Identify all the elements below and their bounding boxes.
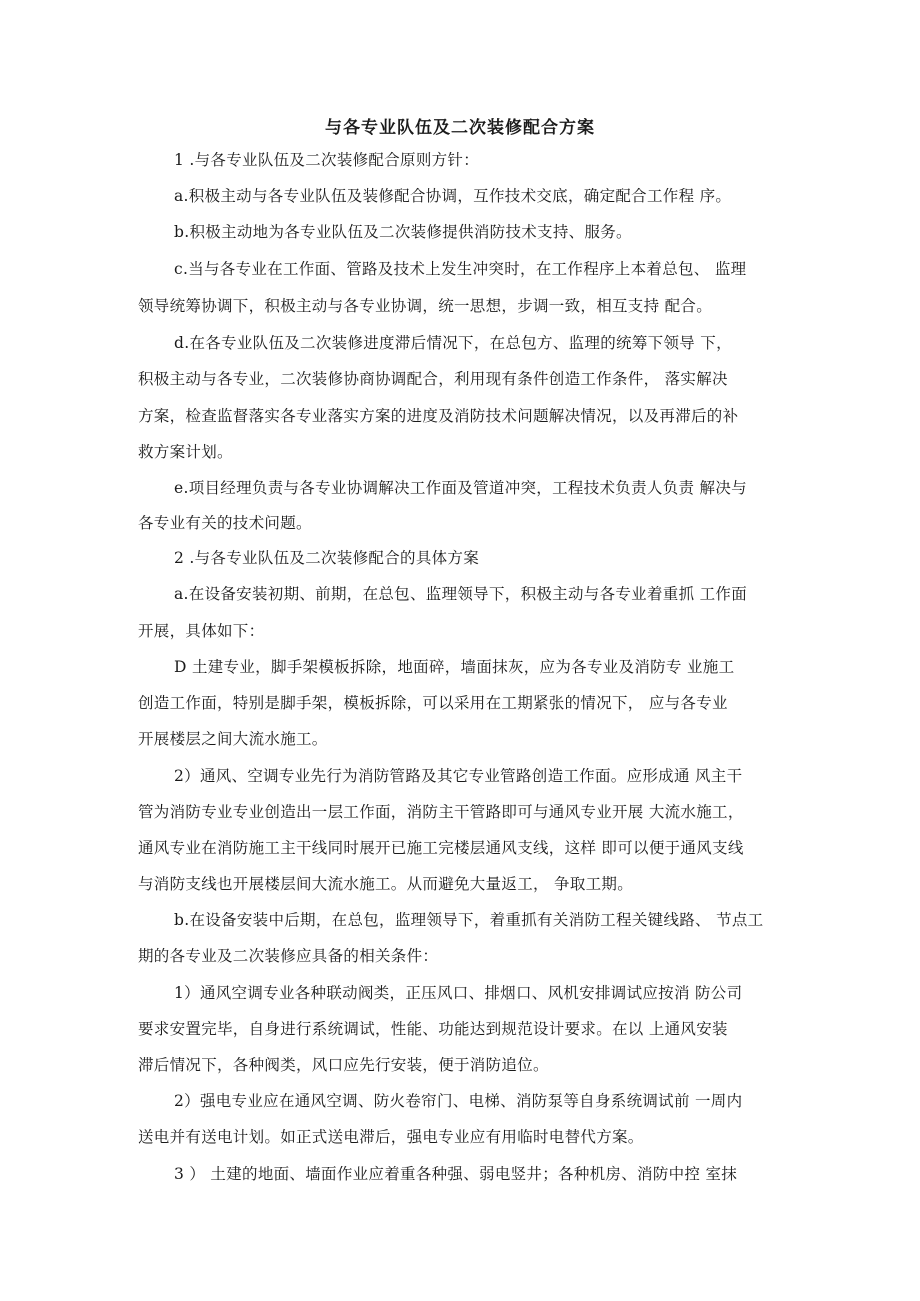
paragraph-line: 方案，检查监督落实各专业落实方案的进度及消防技术问题解决情况，以及再滞后的补 [138,407,739,425]
paragraph-line: 各专业有关的技术问题。 [138,514,312,532]
section-heading-1: 1 .与各专业队伍及二次装修配合原则方针： [174,151,480,169]
paragraph-line: 送电并有送电计划。如正式送电滞后，强电专业应有用临时电替代方案。 [138,1128,644,1146]
paragraph-line: 要求安置完毕，自身进行系统调试，性能、功能达到规范设计要求。在以 上通风安装 [138,1020,728,1038]
paragraph-line: a.在设备安装初期、前期，在总包、监理领导下，积极主动与各专业着重抓 工作面 [174,585,747,603]
paragraph-line: 通风专业在消防施工主干线同时展开已施工完楼层通风支线，这样 即可以便于通风支线 [138,839,744,857]
paragraph-line: 滞后情况下，各种阀类，风口应先行安装，便于消防追位。 [138,1056,549,1074]
paragraph-line: 开展，具体如下： [138,622,265,640]
section-heading-2: 2 .与各专业队伍及二次装修配合的具体方案 [174,549,480,567]
paragraph-line: 创造工作面，特别是脚手架，模板拆除，可以采用在工期紧张的情况下， 应与各专业 [138,694,728,712]
paragraph-line: c.当与各专业在工作面、管路及技术上发生冲突时，在工作程序上本着总包、 监理 [174,260,747,278]
paragraph-line: 2）通风、空调专业先行为消防管路及其它专业管路创造工作面。应形成通 风主干 [174,767,743,785]
paragraph-line: e.项目经理负责与各专业协调解决工作面及管道冲突，工程技术负责人负责 解决与 [174,479,747,497]
paragraph-line: 期的各专业及二次装修应具备的相关条件： [138,947,439,965]
paragraph-line: b.积极主动地为各专业队伍及二次装修提供消防技术支持、服务。 [174,223,632,241]
paragraph-line: 领导统筹协调下，积极主动与各专业协调，统一思想，步调一致，相互支持 配合。 [138,297,713,315]
paragraph-line: b.在设备安装中后期，在总包，监理领导下，着重抓有关消防工程关键线路、 节点工 [174,911,764,929]
paragraph-line: 积极主动与各专业，二次装修协商协调配合，利用现有条件创造工作条件， 落实解决 [138,370,728,388]
paragraph-line: 开展楼层之间大流水施工。 [138,730,328,748]
paragraph-line: D 土建专业，脚手架模板拆除，地面碎，墙面抹灰，应为各专业及消防专 业施工 [174,658,735,676]
paragraph-line: 与消防支线也开展楼层间大流水施工。从而避免大量返工， 争取工期。 [138,875,634,893]
document-title: 与各专业队伍及二次装修配合方案 [325,118,595,138]
paragraph-line: 2）强电专业应在通风空调、防火卷帘门、电梯、消防泵等自身系统调试前 一周内 [174,1092,743,1110]
paragraph-line: d.在各专业队伍及二次装修进度滞后情况下，在总包方、监理的统筹下领导 下， [174,334,732,352]
paragraph-line: 管为消防专业专业创造出一层工作面，消防主干管路即可与通风专业开展 大流水施工， [138,803,744,821]
paragraph-line: 3 ） 土建的地面、墙面作业应着重各种强、弱电竖井；各种机房、消防中控 室抹 [174,1165,738,1183]
paragraph-line: a.积极主动与各专业队伍及装修配合协调，互作技术交底，确定配合工作程 序。 [174,187,732,205]
paragraph-line: 救方案计划。 [138,443,233,461]
paragraph-line: 1）通风空调专业各种联动阀类，正压风口、排烟口、风机安排调试应按消 防公司 [174,984,743,1002]
